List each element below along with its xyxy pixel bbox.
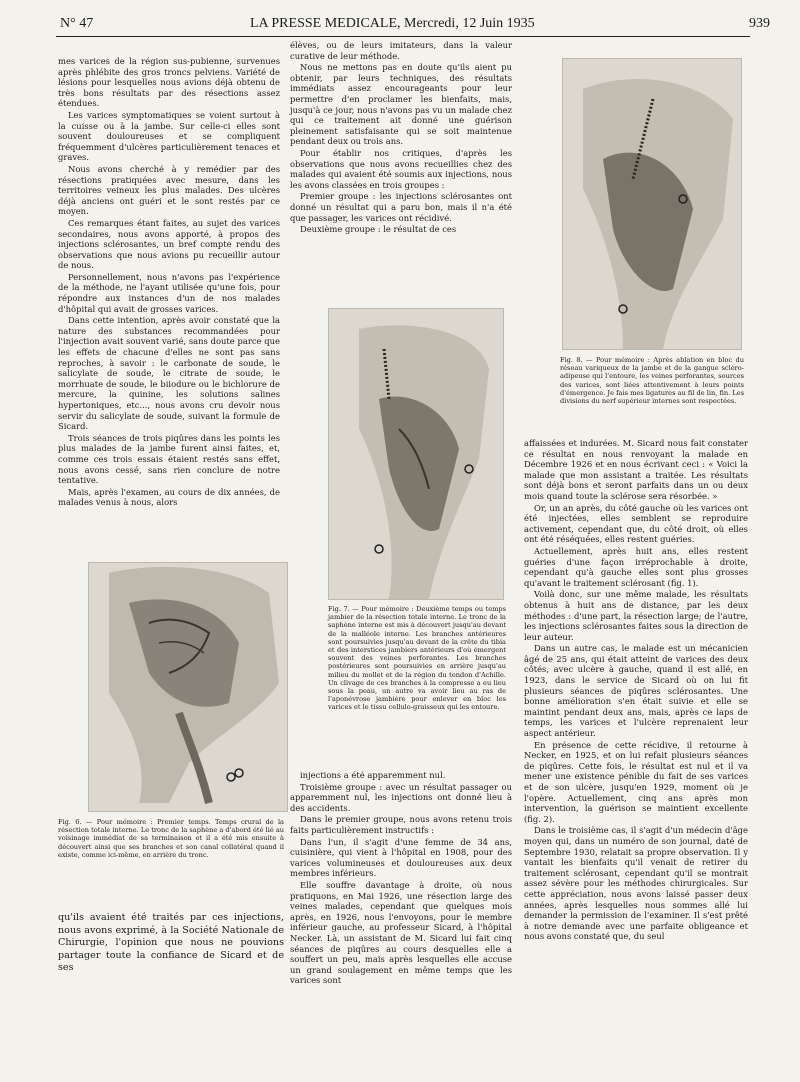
header-rule: [56, 36, 750, 37]
paragraph: Dans cette intention, après avoir constaté que la nature des substances recommandées pour l'injection avait souvent varié, sans doute parce que les effets de chacune d'elles ne sont pas sans reproches, à savoir : le carbonate de soude, le salicylate de soude, le citrate de soude, le morrhuate de soude, le biiodure ou le bichlorure de mercure, la quinine, les solutions salines hypertoniques, etc..., nous avons cru devoir nous servir du salicylate de soude, suivant la formule de Sicard.: [58, 315, 280, 432]
paragraph: qu'ils avaient été traités par ces injections, nous avons exprimé, à la Société Nationale de Chirurgie, l'opinion que nous ne pouvions partager toute la confiance de Sicard et de ses: [58, 912, 284, 974]
paragraph: Voilà donc, sur une même malade, les résultats obtenus à huit ans de distance, par les deux méthodes : d'une part, la résection large; de l'autre, les injections sclérosantes faites sous la direction de leur auteur.: [524, 589, 748, 642]
caption-text: Fig. 6. — Pour mémoire : Premier temps. Temps crural de la résection totale interne. Le tronc de la saphène a d'abord été lié au voisinage immédiat de sa terminaison et il a été mis ensuite à découvert ainsi que ses branches et son canal collatéral quand il existe, comme ici-même, en arrière du tronc.: [58, 818, 284, 859]
journal-title: LA PRESSE MEDICALE, Mercredi, 12 Juin 1935: [250, 16, 535, 31]
paragraph: Dans le premier groupe, nous avons retenu trois faits particulièrement instructifs :: [290, 814, 512, 835]
paragraph: Or, un an après, du côté gauche où les varices ont été injectées, elles semblent se reproduire activement, cependant que, du côté droit, où elles ont été réséquées, elles restent guéries.: [524, 502, 748, 545]
paragraph: Deuxième groupe : le résultat de ces: [300, 224, 457, 235]
issue-number: N° 47: [60, 16, 94, 31]
caption-text: Fig. 7. — Pour mémoire : Deuxième temps ou temps jambier de la résection totale interne. Le tronc de la saphène interne est mis à découvert jusqu'au devant de la malléole interne. Les branches antérieures sont poursuivies jusqu'au devant de la crête du tibia et des interstices jambiers antérieurs d'où émergent souvent des veines perforantes. Les branches postérieures sont poursuivies en arrière jusqu'au milieu du mollet et de la région du tendon d'Achille. Un clivage de ces branches à la compresse a eu lieu sous la peau, un autre va avoir lieu au ras de l'aponévrose jambière pour enlever en bloc les varices et le tissu cellulo-graisseux qui les entoure.: [328, 605, 506, 712]
column-1-text: [58, 56, 280, 509]
paragraph: En présence de cette récidive, il retourne à Necker, en 1925, et on lui refait plusieurs séances de piqûres. Cette fois, le résultat est nul et il va mener une existence pénible du fait de ses varices et de son ulcère, jusqu'en 1929, moment où je l'opère. Actuellement, cinq ans après mon intervention, la guérison se maintient excellente (fig. 2).: [524, 739, 748, 824]
paragraph: Ces remarques étant faites, au sujet des varices secondaires, nous avons apporté, à propos des injections sclérosantes, un bref compte rendu des observations que nous avions pu recueillir autour de nous.: [58, 217, 280, 271]
caption-text: Fig. 8. — Pour mémoire : Après ablation en bloc du réseau variqueux de la jambe et de la gangue scléro-adipeuse qui l'entoure, les veines perforantes, sources des varices, sont liées attentivement à leurs points d'émergence. Je fais mes ligatures au fil de lin, fin. Les divisions du nerf supérieur internes sont respectées.: [560, 356, 744, 406]
column-3-text: [524, 438, 748, 943]
figure-7-image: [328, 308, 504, 600]
paragraph: Personnellement, nous n'avons pas l'expérience de la méthode, ne l'ayant utilisée qu'une fois, pour répondre aux instances d'un de nos malades d'hôpital qui avait de grosses varices.: [58, 271, 280, 314]
column-2-bottom-text: [290, 770, 512, 987]
paragraph: Premier groupe : les injections sclérosantes ont donné un résultat qui a paru bon, mais il n'a été que passager, les varices ont récidivé.: [290, 191, 512, 223]
figure-6-illustration: [89, 563, 287, 811]
paragraph: Trois séances de trois piqûres dans les points les plus malades de la jambe furent ainsi faites, et, comme ces trois essais étaient restés sans effet, nous avons cessé, sans rien conclure de notre tentative.: [58, 432, 280, 486]
paragraph: Actuellement, après huit ans, elles restent guéries d'une façon irréprochable à droite, cependant qu'à gauche elles sont plus grosses qu'avant le traitement sclérosant (fig. 1).: [524, 545, 748, 588]
page-number: 939: [749, 16, 770, 31]
column-2-text: [290, 40, 512, 236]
figure-8-illustration: [563, 59, 741, 349]
paragraph: Pour établir nos critiques, d'après les observations que nous avons recueillies chez des malades qui avaient été soumis aux injections, nous les avons classées en trois groupes :: [290, 147, 512, 190]
paragraph: élèves, ou de leurs imitateurs, dans la valeur curative de leur méthode.: [290, 40, 512, 61]
figure-6-image: [88, 562, 288, 812]
paragraph: Nous avons cherché à y remédier par des résections pratiquées avec mesure, dans les territoires veineux les plus malades. Des ulcères déjà anciens ont guéri et le sont restés par ce moyen.: [58, 163, 280, 217]
paragraph: Nous ne mettons pas en doute qu'ils aient pu obtenir, par leurs techniques, des résultats immédiats assez encourageants pour leur permettre d'en proclamer les bienfaits, mais, jusqu'à ce jour, nous n'avons pas vu un malade chez qui ce traitement ait donné une guérison pleinement satisfaisante qui se soit maintenue pendant deux ou trois ans.: [290, 62, 512, 147]
paragraph: Dans le troisième cas, il s'agit d'un médecin d'âge moyen qui, dans un numéro de son journal, daté de Septembre 1930, relatait sa propre observation. Il y vantait les bienfaits qu'il venait de retirer du traitement sclérosant, cependant qu'il se montrait assez sévère pour les méthodes chirurgicales. Sur cette appréciation, nous avons laissé passer deux années, après lesquelles nous sommes allé lui demander la permission de l'examiner. Il s'est prêté à notre demande avec une parfaite obligeance et nous avons constaté que, du seul: [524, 825, 748, 942]
paragraph: affaissées et indurées. M. Sicard nous fait constater ce résultat en nous renvoyant la malade en Décembre 1926 et en nous écrivant ceci : « Voici la malade que mon assistant a traitée. Les résultats sont déjà bons et seront parfaits dans un ou deux mois quand toute la sclérose sera résorbée. »: [524, 438, 748, 501]
figure-7-caption: [328, 605, 506, 712]
paragraph: Dans un autre cas, le malade est un mécanicien âgé de 25 ans, qui était atteint de varices des deux côtés, avec ulcère à gauche, quand il est allé, en 1923, dans le service de Sicard où on lui fit plusieurs séances de piqûres sclérosantes. Une bonne amélioration s'en était suivie et elle se maintint pendant deux ans, mais, après ce laps de temps, les varices et l'ulcère reprenaient leur aspect antérieur.: [524, 643, 748, 739]
paragraph: mes varices de la région sus-pubienne, survenues après phlébite des gros troncs pelviens. Variété de lésions pour lesquelles nous avions déjà obtenu de très bons résultats par des résections assez étendues.: [58, 56, 280, 109]
column-1-bottom-text: [58, 912, 284, 976]
paragraph: Mais, après l'examen, au cours de dix années, de malades venus à nous, alors: [58, 486, 280, 508]
paragraph: Les varices symptomatiques se voient surtout à la cuisse ou à la jambe. Sur celle-ci elles sont souvent douloureuses et se compliquent fréquemment d'ulcères particulièrement tenaces et graves.: [58, 109, 280, 163]
paragraph: Elle souffre davantage à droite, où nous pratiquons, en Mai 1926, une résection large des veines malades, cependant que quelques mois après, en 1926, nous l'envoyons, pour le membre inférieur gauche, au professeur Sicard, à l'hôpital Necker. Là, un assistant de M. Sicard lui fait cinq séances de piqûres au cours desquelles elle a souffert un peu, mais après lesquelles elle accuse un grand soulagement en même temps que les varices sont: [290, 879, 512, 986]
paragraph: injections a été apparemment nul.: [300, 770, 446, 780]
figure-8-image: [562, 58, 742, 350]
paragraph: Dans l'un, il s'agit d'une femme de 34 ans, cuisinière, qui vient à l'hôpital en 1908, pour des varices volumineuses et douloureuses aux deux membres inférieurs.: [290, 836, 512, 879]
figure-8-caption: [560, 356, 744, 405]
figure-7-illustration: [329, 309, 503, 599]
figure-6-caption: [58, 818, 284, 859]
paragraph: Troisième groupe : avec un résultat passager ou apparemment nul, les injections ont donné lieu à des accidents.: [290, 781, 512, 813]
